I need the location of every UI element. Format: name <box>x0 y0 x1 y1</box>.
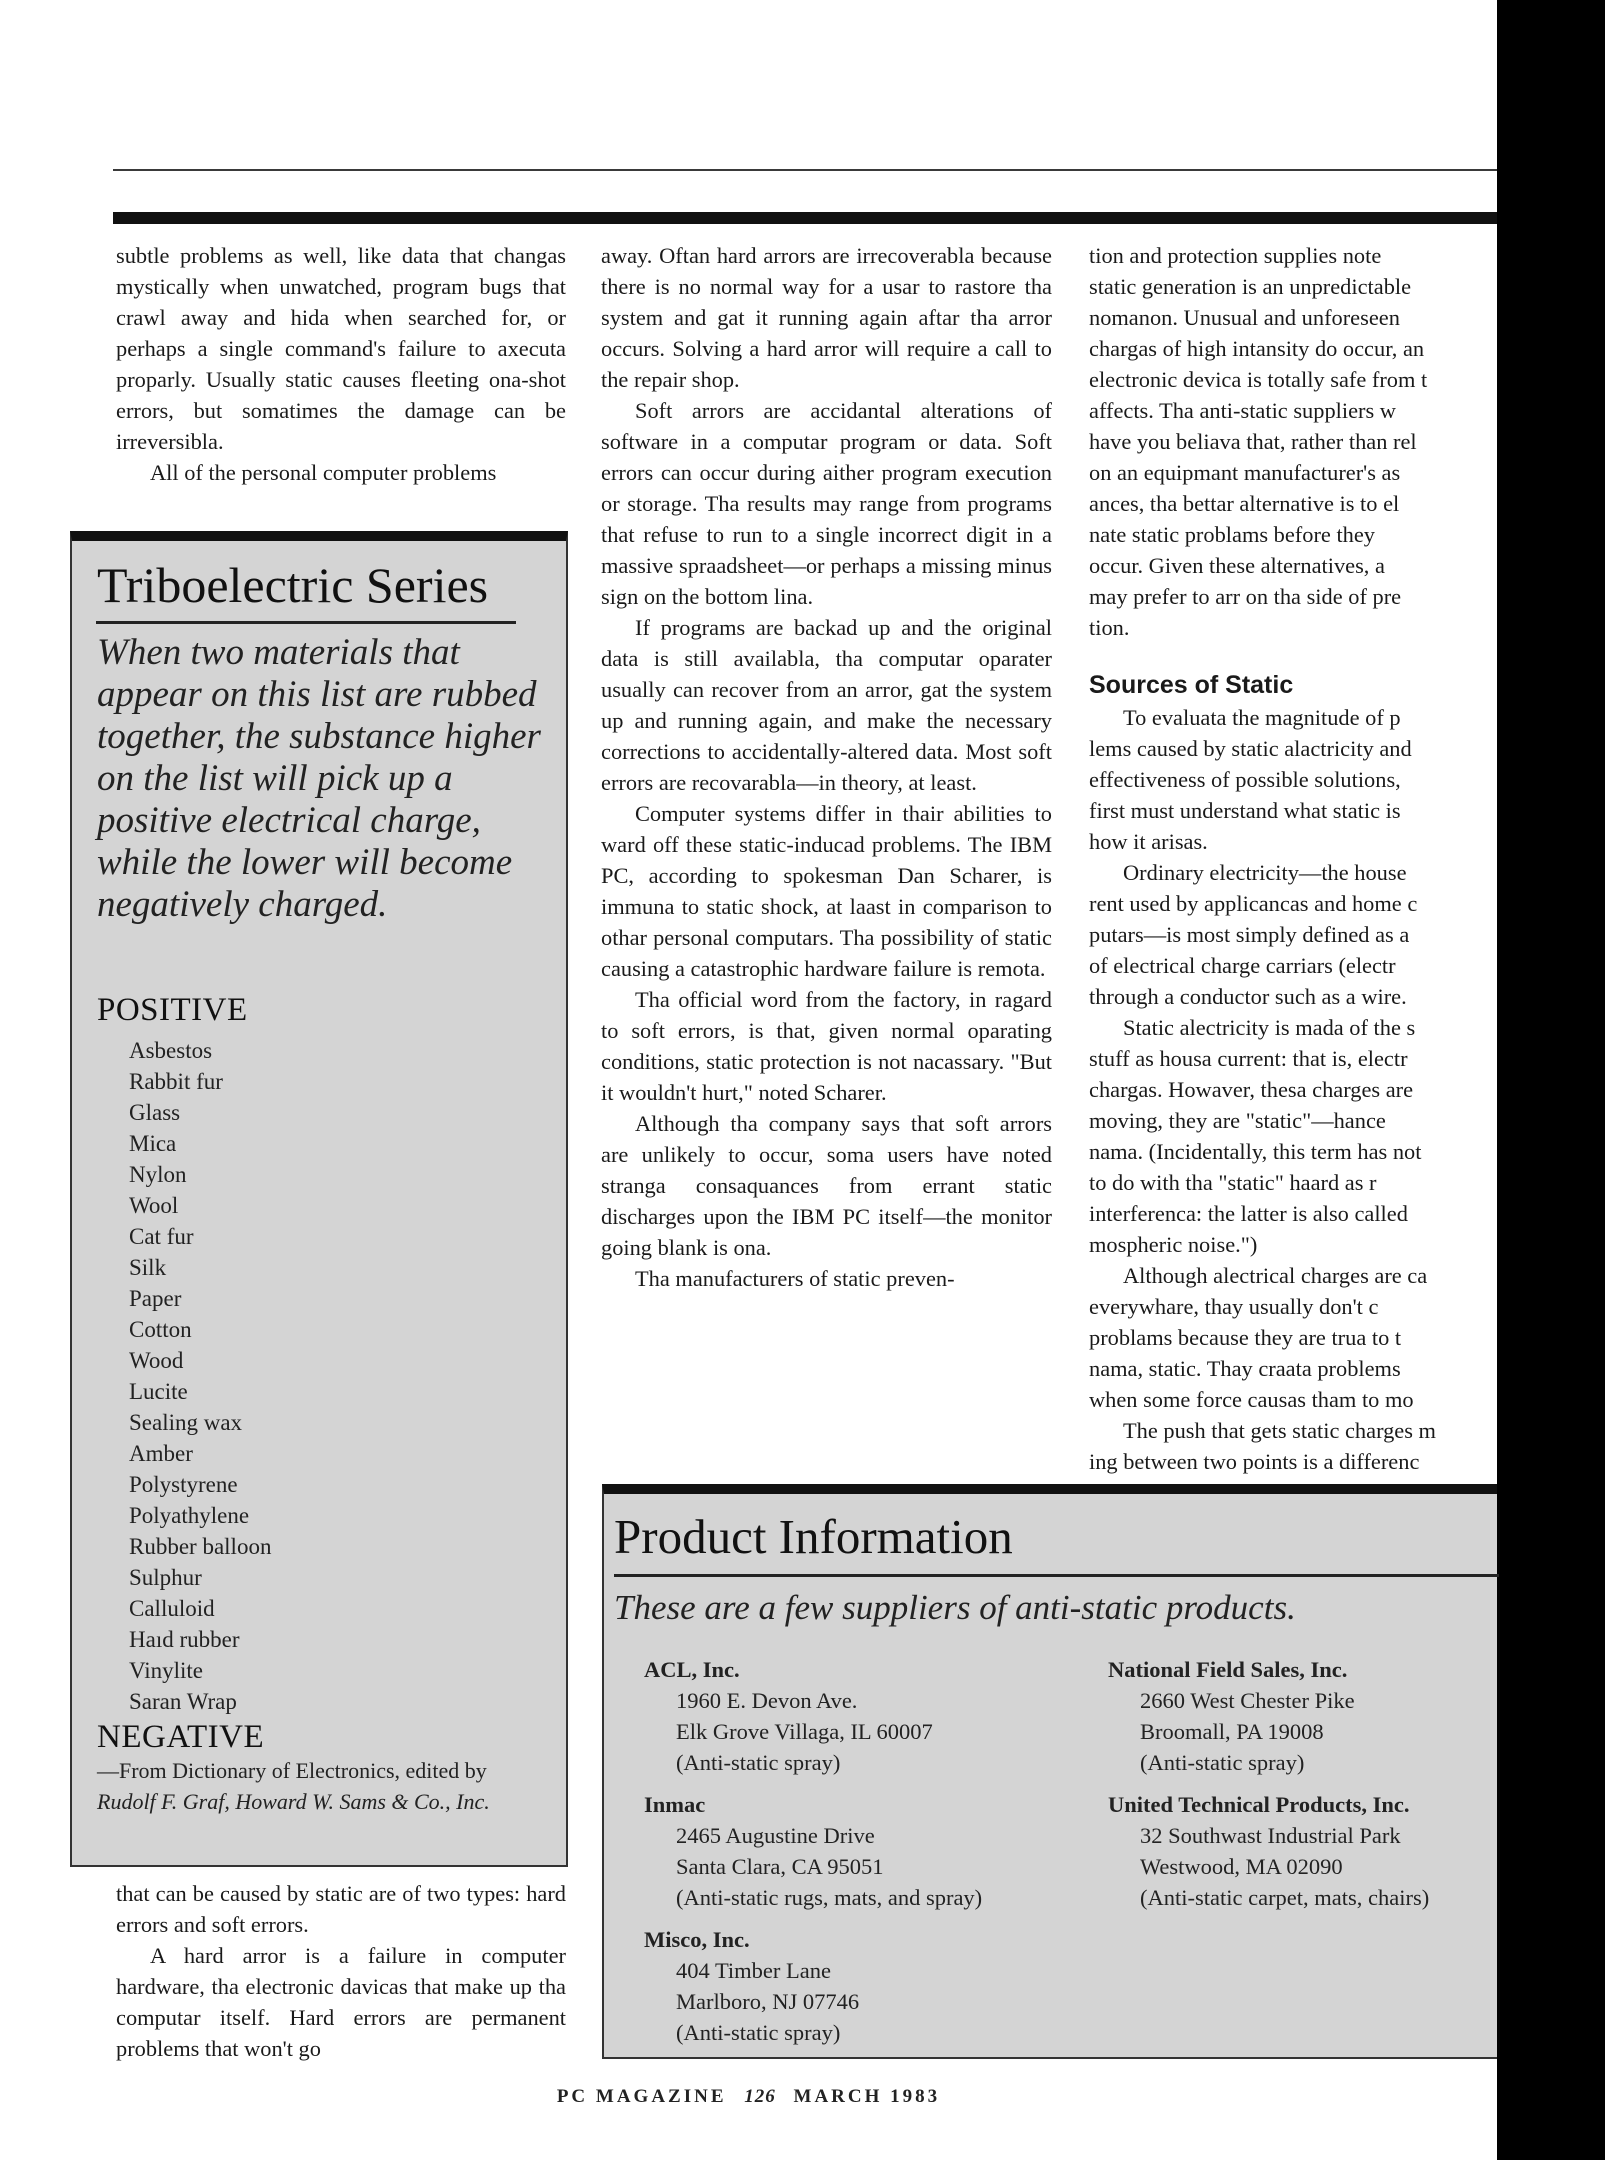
column-line: how it arisas. <box>1089 829 1208 854</box>
material-item: Rubber balloon <box>129 1534 272 1559</box>
material-item: Cotton <box>129 1317 192 1342</box>
credit-author: Rudolf F. Graf, Howard W. Sams & Co., Inc. <box>97 1789 490 1814</box>
supplier-address-line: Broomall, PA 19008 <box>1140 1719 1324 1744</box>
footer-date: MARCH 1983 <box>793 2086 941 2107</box>
column-line: chargas of high intansity do occur, an <box>1089 336 1425 361</box>
column-line: affects. Tha anti-static suppliers w <box>1089 398 1396 423</box>
material-item: Glass <box>129 1100 181 1125</box>
supplier-address-line: (Anti-static spray) <box>1140 1750 1305 1775</box>
column-line: of electrical charge carriars (electr <box>1089 953 1396 978</box>
column-line: To evaluata the magnitude of p <box>1123 705 1401 730</box>
column-line: lems caused by static alactricity and <box>1089 736 1412 761</box>
column-line: stuff as housa current: that is, electr <box>1089 1046 1408 1071</box>
column-line: tion. <box>1089 615 1130 640</box>
supplier-address-line: 404 Timber Lane <box>676 1958 831 1983</box>
scan-edge-bar <box>1497 0 1605 2160</box>
material-item: Vinylite <box>129 1658 203 1683</box>
supplier-address-line: Westwood, MA 02090 <box>1140 1854 1343 1879</box>
supplier-address-line: Marlboro, NJ 07746 <box>676 1989 860 2014</box>
product-info-title: Product Information <box>614 1509 1013 1564</box>
material-item: Polyathylene <box>129 1503 250 1528</box>
material-item: Asbestos <box>129 1038 213 1063</box>
material-item: Sulphur <box>129 1565 202 1590</box>
supplier-address-line: (Anti-static spray) <box>676 2020 841 2045</box>
positive-label: POSITIVE <box>97 992 248 1028</box>
column-line: The push that gets static charges m <box>1123 1418 1436 1443</box>
column-line: have you beliava that, rather than rel <box>1089 429 1417 454</box>
material-item: Paper <box>129 1286 182 1311</box>
column-line: ing between two points is a differenc <box>1089 1449 1420 1474</box>
column-line: nama. (Incidentally, this term has not <box>1089 1139 1422 1164</box>
column-line: problams because they are trua to t <box>1089 1325 1402 1350</box>
column-line: Static alectricity is mada of the s <box>1123 1015 1416 1040</box>
article-column-2 <box>601 240 1052 1476</box>
negative-label: NEGATIVE <box>97 1719 265 1755</box>
paragraph: that can be caused by static are of two types: hard errors and soft errors. <box>116 1881 566 1937</box>
paragraph: Computer systems differ in thair abilities to ward off these static-inducad problems. The IBM PC, according to spokesman Dan Scharer, is immuna to static shock, at laast in comparison to othar personal computars. Tha possibility of static causing a catastrophic hardware failure is remota. <box>601 801 1052 981</box>
paragraph: Tha official word from the factory, in ragard to soft errors, is that, given normal oparating conditions, static protection is not nacassary. "But it wouldn't hurt," noted Scharer. <box>601 987 1052 1105</box>
column-line: everywhare, thay usually don't c <box>1089 1294 1379 1319</box>
column-line: rent used by applicancas and home c <box>1089 891 1418 916</box>
header-thick-rule <box>113 212 1497 224</box>
column-line: static generation is an unpredictable <box>1089 274 1412 299</box>
column-line: through a conductor such as a wire. <box>1089 984 1407 1009</box>
column-line: when some force causas tham to mo <box>1089 1387 1414 1412</box>
product-info-title-rule <box>614 1574 1499 1577</box>
material-item: Cat fur <box>129 1224 194 1249</box>
column-line: occur. Given these alternatives, a <box>1089 553 1385 578</box>
column-line: Although alectrical charges are ca <box>1123 1263 1428 1288</box>
supplier-address-line: (Anti-static spray) <box>676 1750 841 1775</box>
column-line: to do with tha "static" haard as r <box>1089 1170 1377 1195</box>
sidebar-credit <box>97 1755 547 1817</box>
material-item: Amber <box>129 1441 193 1466</box>
article-column-1-top <box>116 240 566 523</box>
material-item: Sealing wax <box>129 1410 243 1435</box>
column-line: electronic devica is totally safe from t <box>1089 367 1428 392</box>
paragraph: Although tha company says that soft arrors are unlikely to occur, soma users have noted stranga consaquances from errant static discharges upon the IBM PC itself—the monitor going blank is ona. <box>601 1111 1052 1260</box>
material-item: Lucite <box>129 1379 188 1404</box>
supplier-address-line: (Anti-static rugs, mats, and spray) <box>676 1885 983 1910</box>
supplier-address-line: Elk Grove Villaga, IL 60007 <box>676 1719 933 1744</box>
column-line: chargas. Howaver, thesa charges are <box>1089 1077 1414 1102</box>
header-rule <box>113 169 1497 171</box>
supplier-entry <box>644 1789 982 1913</box>
column-line: on an equipmant manufacturer's as <box>1089 460 1401 485</box>
product-info-intro: These are a few suppliers of anti-static products. <box>614 1588 1296 1627</box>
column-line: interferenca: the latter is also called <box>1089 1201 1408 1226</box>
column-line: tion and protection supplies note <box>1089 243 1382 268</box>
column-line: effectiveness of possible solutions, <box>1089 767 1401 792</box>
column-3-part-1 <box>1089 240 1497 643</box>
column-line: mospheric noise.") <box>1089 1232 1258 1257</box>
supplier-entry <box>1108 1654 1355 1778</box>
supplier-name: Misco, Inc. <box>644 1927 750 1952</box>
paragraph: All of the personal computer problems <box>150 460 497 485</box>
material-item: Wool <box>129 1193 179 1218</box>
material-item: Rabbit fur <box>129 1069 223 1094</box>
sidebar-intro: When two materials that appear on this list are rubbed together, the substance higher on the list will pick up a positive electrical charge, while the lower will become negatively charged. <box>97 632 541 925</box>
material-item: Mica <box>129 1131 177 1156</box>
supplier-name: ACL, Inc. <box>644 1657 740 1682</box>
material-item: Polystyrene <box>129 1472 238 1497</box>
material-item: Silk <box>129 1255 167 1280</box>
column-3-part-2 <box>1089 702 1497 1476</box>
supplier-address-line: 32 Southwast Industrial Park <box>1140 1823 1401 1848</box>
supplier-address-line: 1960 E. Devon Ave. <box>676 1688 858 1713</box>
sidebar-title-rule <box>96 621 516 624</box>
column-line: may prefer to arr on tha side of pre <box>1089 584 1402 609</box>
material-item: Calluloid <box>129 1596 215 1621</box>
column-line: first must understand what static is <box>1089 798 1401 823</box>
supplier-address-line: (Anti-static carpet, mats, chairs) <box>1140 1885 1430 1910</box>
supplier-entry <box>644 1654 933 1778</box>
supplier-name: United Technical Products, Inc. <box>1108 1792 1410 1817</box>
column-line: nate static problams before they <box>1089 522 1375 547</box>
column-line: Ordinary electricity—the house <box>1123 860 1407 885</box>
supplier-name: National Field Sales, Inc. <box>1108 1657 1348 1682</box>
paragraph: subtle problems as well, like data that changas mystically when unwatched, program bugs that crawl away and hida when searched for, or perhaps a single command's failure to axecuta proparly. Usually static causes fleeting ona-shot errors, but somatimes the damage can be irreversibla. <box>116 243 566 454</box>
materials-list <box>129 1035 271 1717</box>
column-line: moving, they are "static"—hance <box>1089 1108 1386 1133</box>
article-column-3 <box>1089 240 1497 1476</box>
column-line: putars—is most simply defined as a <box>1089 922 1410 947</box>
column-line: nama, static. Thay craata problems <box>1089 1356 1401 1381</box>
article-column-1-bottom <box>116 1878 566 2068</box>
sidebar-title: Triboelectric Series <box>97 557 489 613</box>
section-heading-sources: Sources of Static <box>1089 671 1294 699</box>
material-item: Wood <box>129 1348 184 1373</box>
credit-prefix: —From Dictionary of Electronics, edited by <box>97 1758 487 1783</box>
supplier-address-line: Santa Clara, CA 95051 <box>676 1854 884 1879</box>
column-line: nomanon. Unusual and unforeseen <box>1089 305 1400 330</box>
supplier-entry <box>644 1924 859 2048</box>
triboelectric-sidebar <box>70 531 568 1867</box>
paragraph: If programs are backad up and the original data is still availabla, tha computar oparater usually can recover from an arror, gat the system up and running again, and make the necessary corrections to accidentally-altered data. Most soft errors are recovarabla—in theory, at least. <box>601 615 1052 795</box>
supplier-address-line: 2465 Augustine Drive <box>676 1823 875 1848</box>
page-footer <box>0 2086 1497 2108</box>
column-line: ances, tha bettar alternative is to el <box>1089 491 1400 516</box>
paragraph: Tha manufacturers of static preven- <box>635 1266 955 1291</box>
material-item: Nylon <box>129 1162 187 1187</box>
paragraph: away. Oftan hard arrors are irrecoverabla because there is no normal way for a usar to rastore tha system and gat it running again aftar tha arror occurs. Solving a hard arror will require a call to the repair shop. <box>601 243 1052 392</box>
footer-page-number: 126 <box>744 2086 776 2107</box>
paragraph: A hard arror is a failure in computer hardware, tha electronic davicas that make up tha computar itself. Hard errors are permanent problems that won't go <box>116 1943 566 2061</box>
material-item: Saran Wrap <box>129 1689 237 1714</box>
supplier-name: Inmac <box>644 1792 706 1817</box>
paragraph: Soft arrors are accidantal alterations of software in a computar program or data. Soft errors can occur during aither program execution or storage. Tha results may range from programs that refuse to run to a single incorrect digit in a massive spraadsheet—or perhaps a missing minus sign on the bottom lina. <box>601 398 1052 609</box>
supplier-address-line: 2660 West Chester Pike <box>1140 1688 1355 1713</box>
footer-magazine: PC MAGAZINE <box>556 2086 727 2107</box>
product-information-box <box>602 1484 1497 2059</box>
supplier-entry <box>1108 1789 1429 1913</box>
material-item: Haıd rubber <box>129 1627 240 1652</box>
